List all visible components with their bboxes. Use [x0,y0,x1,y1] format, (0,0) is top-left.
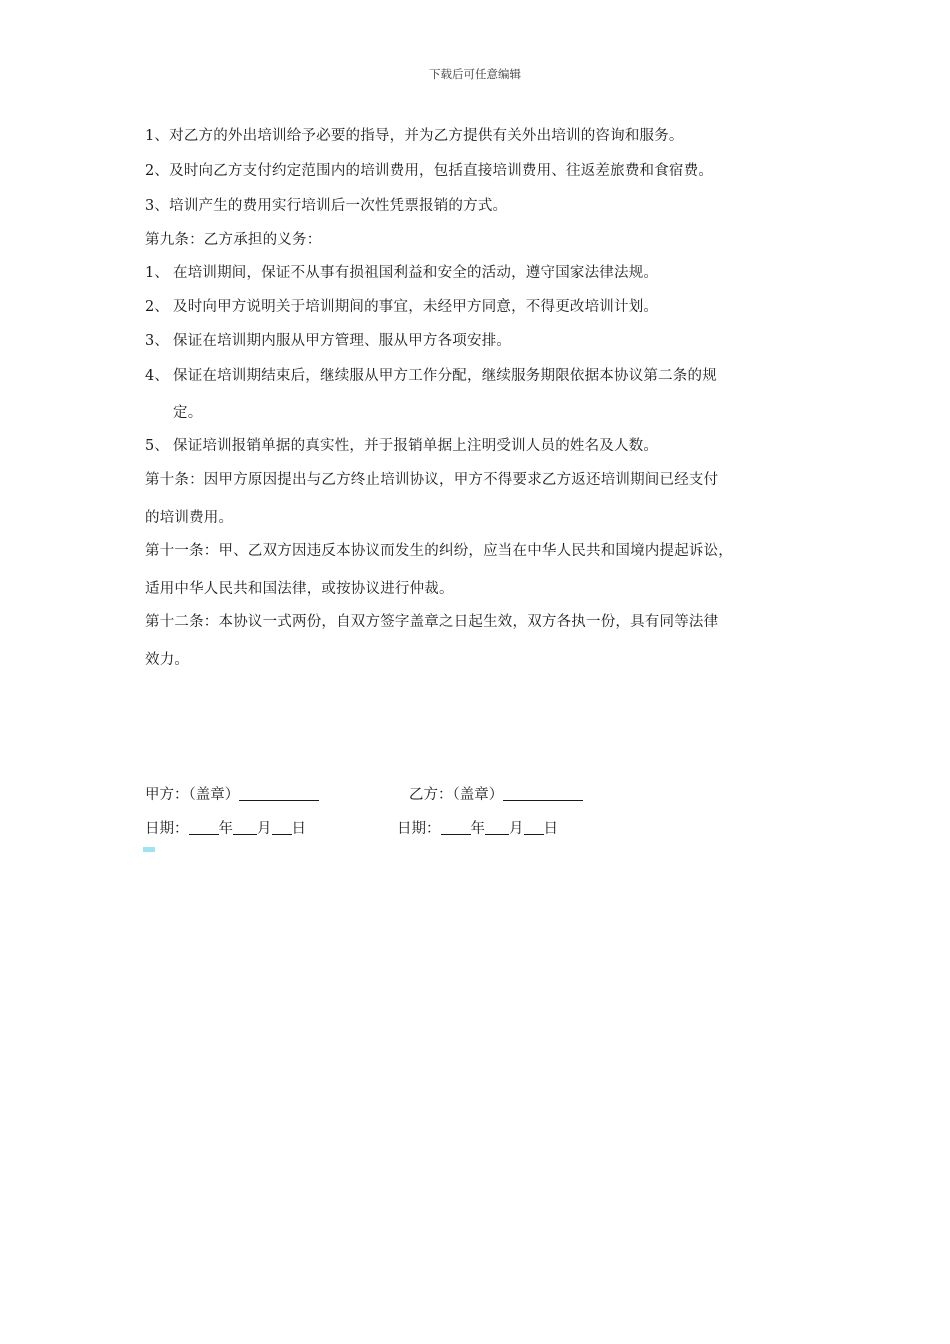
item-number: 3、 [145,333,170,349]
article-10-line-1: 第十条：因甲方原因提出与乙方终止培训协议，甲方不得要求乙方返还培训期间已经支付 [145,472,719,488]
year-label: 年 [470,821,485,837]
article-9-item-2 [145,295,658,316]
party-a-obligation-3: 3、培训产生的费用实行培训后一次性凭票报销的方式。 [145,198,508,214]
article-9-item-3 [145,329,511,350]
article-11-line-2: 适用中华人民共和国法律，或按协议进行仲裁。 [145,581,454,597]
month-blank[interactable] [233,820,257,835]
article-9-item-5 [145,434,658,455]
year-blank[interactable] [189,820,219,835]
article-11-line-1: 第十一条：甲、乙双方因违反本协议而发生的纠纷，应当在中华人民共和国境内提起诉讼， [145,543,733,559]
party-b-seal-line [409,783,583,804]
party-a-date-line [145,817,306,838]
item-number: 2、 [145,299,170,315]
year-blank[interactable] [441,820,471,835]
article-12-line-1: 第十二条：本协议一式两份，自双方签字盖章之日起生效，双方各执一份，具有同等法律 [145,614,719,630]
item-text: 保证在培训期内服从甲方管理、服从甲方各项安排。 [173,333,512,349]
party-b-label: 乙方：（盖章） [409,787,504,803]
party-a-obligation-1: 1、对乙方的外出培训给予必要的指导，并为乙方提供有关外出培训的咨询和服务。 [145,128,684,144]
party-a-signature-blank[interactable] [239,786,319,801]
year-label: 年 [218,821,233,837]
item-text: 保证培训报销单据的真实性，并于报销单据上注明受训人员的姓名及人数。 [173,438,659,454]
party-a-obligation-2: 2、及时向乙方支付约定范围内的培训费用，包括直接培训费用、往返差旅费和食宿费。 [145,163,714,179]
article-9-item-4-continuation: 定。 [173,405,203,421]
item-text: 保证在培训期结束后，继续服从甲方工作分配，继续服务期限依据本协议第二条的规 [173,368,717,384]
item-text: 在培训期间，保证不从事有损祖国利益和安全的活动，遵守国家法律法规。 [173,265,659,281]
day-blank[interactable] [272,820,292,835]
party-b-signature-blank[interactable] [503,786,583,801]
item-number: 1、 [145,265,170,281]
party-b-date-line [397,817,558,838]
date-label: 日期： [397,821,441,837]
day-label: 日 [291,821,306,837]
article-10-line-2: 的培训费用。 [145,510,234,526]
month-label: 月 [257,821,272,837]
item-text: 及时向甲方说明关于培训期间的事宜，未经甲方同意，不得更改培训计划。 [173,299,659,315]
article-9-item-1 [145,261,658,282]
date-label: 日期： [145,821,189,837]
party-a-label: 甲方：（盖章） [145,787,240,803]
month-label: 月 [509,821,524,837]
item-number: 5、 [145,438,170,454]
text-cursor-marker [143,847,155,852]
article-9-title: 第九条：乙方承担的义务： [145,232,322,248]
month-blank[interactable] [485,820,509,835]
day-blank[interactable] [524,820,544,835]
party-a-seal-line [145,783,319,804]
day-label: 日 [543,821,558,837]
item-number: 4、 [145,368,170,384]
article-12-line-2: 效力。 [145,652,190,668]
page-header: 下载后可任意编辑 [429,67,521,81]
article-9-item-4 [145,364,717,385]
